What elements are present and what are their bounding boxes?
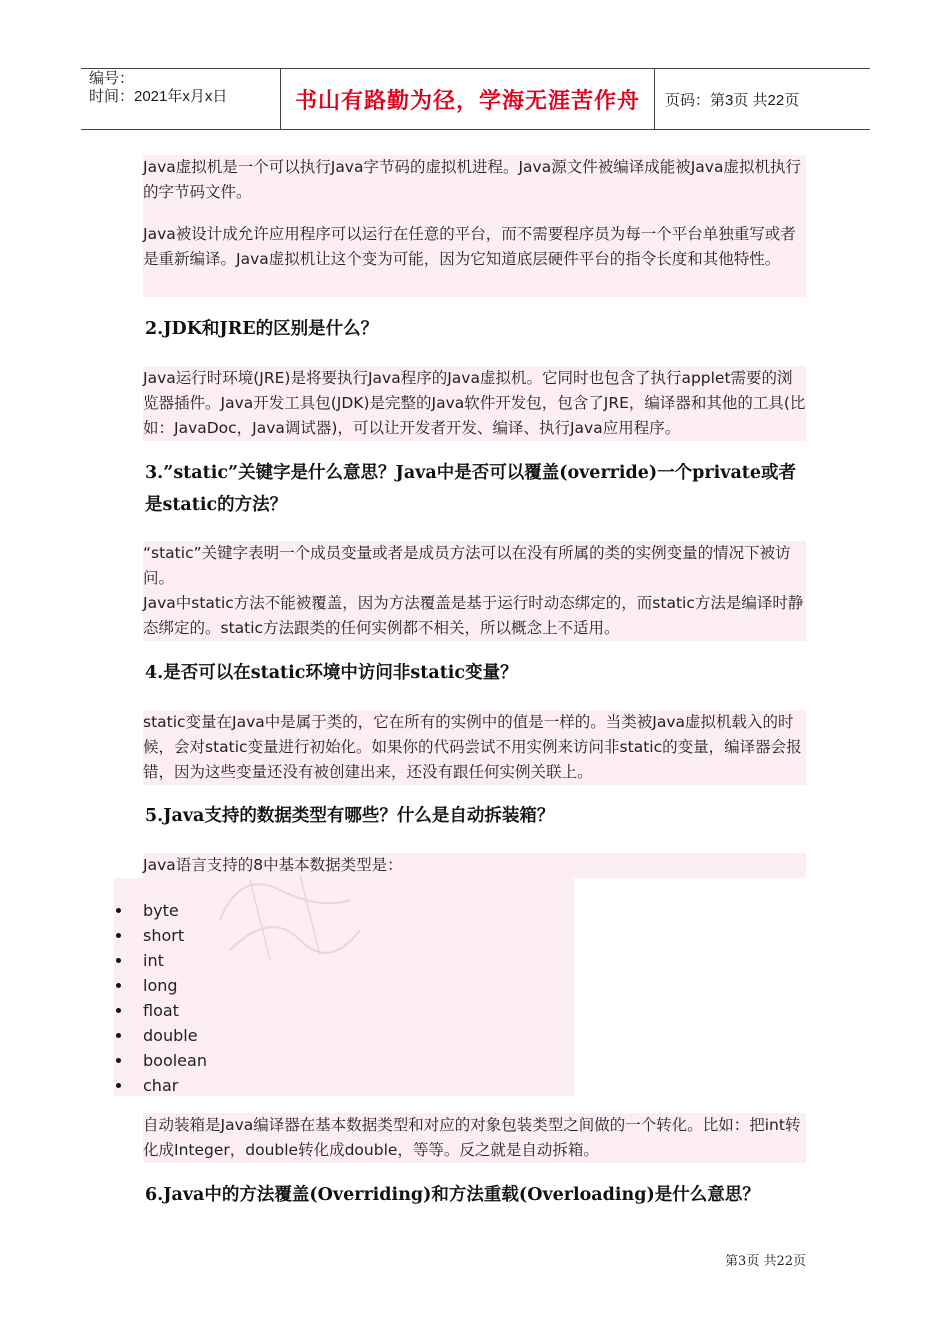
list-item: char <box>114 1073 207 1098</box>
header-page-number: 页码：第3页 共22页 <box>665 91 800 109</box>
intro-block <box>143 155 806 297</box>
intro-paragraph-2: Java被设计成允许应用程序可以运行在任意的平台，而不需要程序员为每一个平台单独重写或者是重新编译。Java虚拟机让这个变为可能，因为它知道底层硬件平台的指令长度和其他特性。 <box>143 225 796 268</box>
q3-block <box>143 541 806 641</box>
watermark-seal-icon <box>210 860 370 970</box>
header-date: 时间：2021年x月x日 <box>89 88 228 105</box>
bullet-icon <box>116 908 121 913</box>
q2-paragraph: Java运行时环境(JRE)是将要执行Java程序的Java虚拟机。它同时也包含了执行applet需要的浏览器插件。Java开发工具包(JDK)是完整的Java软件开发包，包含了JRE，编译器和其他的工具(比如：JavaDoc，Java调试器)，可以让开发者开发、编译、执行Java应用程序。 <box>143 369 806 437</box>
page-header <box>81 68 870 130</box>
header-meta <box>81 69 281 129</box>
page-footer: 第3页 共22页 <box>725 1254 806 1269</box>
bullet-icon <box>116 1083 121 1088</box>
list-item: int <box>114 948 207 973</box>
q4-block <box>143 710 806 785</box>
bullet-icon <box>116 933 121 938</box>
q5-autoboxing-paragraph: 自动装箱是Java编译器在基本数据类型和对应的对象包装类型之间做的一个转化。比如：把int转化成Integer，double转化成double，等等。反之就是自动拆箱。 <box>143 1116 801 1159</box>
header-number: 编号： <box>89 70 135 87</box>
bullet-icon <box>116 1008 121 1013</box>
q3-paragraph-1: “static”关键字表明一个成员变量或者是成员方法可以在没有所属的类的实例变量的情况下被访问。 <box>143 544 791 587</box>
list-item: long <box>114 973 207 998</box>
q2-heading: 2.JDK和JRE的区别是什么？ <box>145 319 379 339</box>
list-item: byte <box>114 898 207 923</box>
q6-heading: 6.Java中的方法覆盖(Overriding)和方法重载(Overloading)是什么意思？ <box>145 1185 760 1205</box>
list-item: short <box>114 923 207 948</box>
intro-paragraph-1: Java虚拟机是一个可以执行Java字节码的虚拟机进程。Java源文件被编译成能被Java虚拟机执行的字节码文件。 <box>143 158 801 201</box>
q5-heading: 5.Java支持的数据类型有哪些？什么是自动拆装箱？ <box>145 806 555 826</box>
q5-intro: Java语言支持的8中基本数据类型是： <box>143 856 403 874</box>
list-item: double <box>114 1023 207 1048</box>
header-motto: 书山有路勤为径，学海无涯苦作舟 <box>294 88 640 114</box>
q3-paragraph-2: Java中static方法不能被覆盖，因为方法覆盖是基于运行时动态绑定的，而static方法是编译时静态绑定的。static方法跟类的任何实例都不相关，所以概念上不适用。 <box>143 594 804 637</box>
q5-autoboxing-block <box>143 1113 806 1163</box>
q4-heading: 4.是否可以在static环境中访问非static变量？ <box>145 663 518 683</box>
bullet-icon <box>116 1033 121 1038</box>
q4-paragraph: static变量在Java中是属于类的，它在所有的实例中的值是一样的。当类被Java虚拟机载入的时候，会对static变量进行初始化。如果你的代码尝试不用实例来访问非static的变量，编译器会报错，因为这些变量还没有被创建出来，还没有跟任何实例关联上。 <box>143 713 802 781</box>
q2-block <box>143 366 806 441</box>
q3-heading: 3.”static”关键字是什么意思？Java中是否可以覆盖(override)一个private或者是static的方法？ <box>145 463 797 515</box>
header-motto-cell <box>281 69 655 129</box>
bullet-icon <box>116 1058 121 1063</box>
bullet-icon <box>116 983 121 988</box>
list-item: float <box>114 998 207 1023</box>
bullet-icon <box>116 958 121 963</box>
list-item: boolean <box>114 1048 207 1073</box>
